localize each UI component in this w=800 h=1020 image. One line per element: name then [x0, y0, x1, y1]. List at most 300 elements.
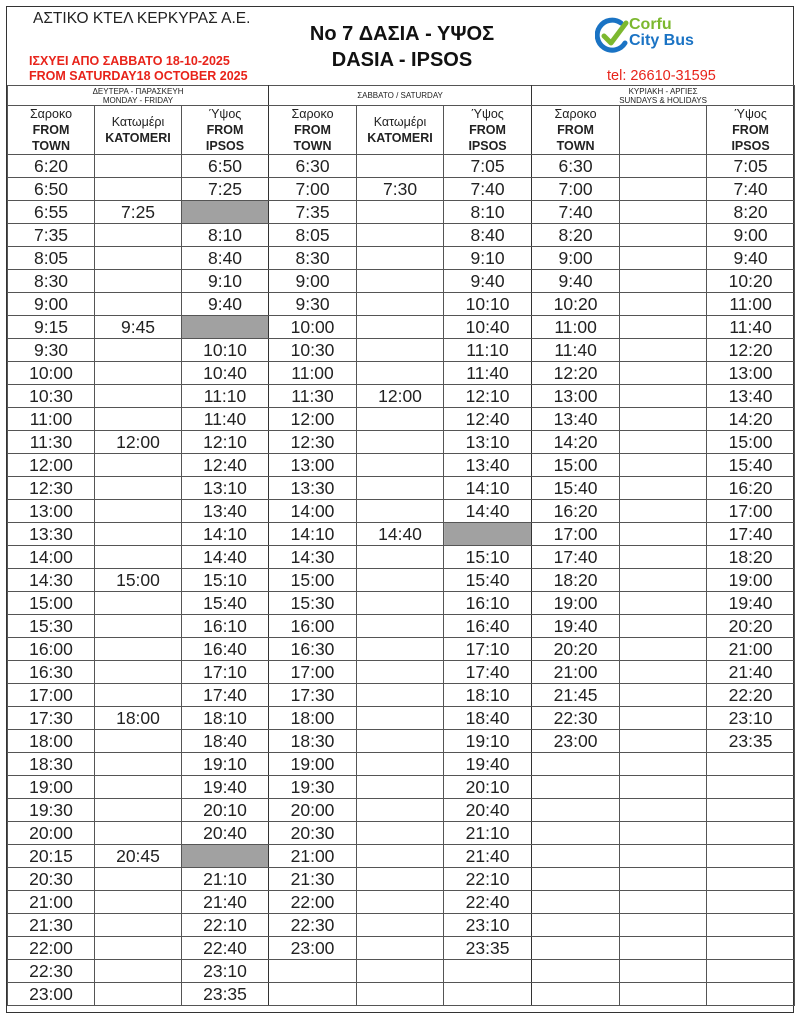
- table-row: [8, 638, 795, 661]
- departure-time-cell: [620, 822, 707, 845]
- route-title-greek: No 7 ΔΑΣΙΑ - ΥΨΟΣ: [309, 23, 495, 45]
- departure-time-cell: [620, 201, 707, 224]
- departure-time-cell: 13:30: [269, 477, 357, 500]
- departure-time-cell: [95, 247, 182, 270]
- departure-time-cell: 16:20: [532, 500, 620, 523]
- departure-time-cell: 22:00: [269, 891, 357, 914]
- group-saturday: [269, 86, 532, 106]
- departure-time-cell: 16:00: [8, 638, 95, 661]
- departure-time-cell: [532, 776, 620, 799]
- departure-time-cell: 12:30: [8, 477, 95, 500]
- departure-time-cell: 11:40: [532, 339, 620, 362]
- departure-time-cell: [620, 339, 707, 362]
- departure-time-cell: 9:00: [8, 293, 95, 316]
- departure-time-cell: 16:30: [269, 638, 357, 661]
- departure-time-cell: [620, 477, 707, 500]
- table-row: [8, 431, 795, 454]
- departure-time-cell: [620, 776, 707, 799]
- departure-time-cell: 20:20: [707, 615, 795, 638]
- group-sundays: [532, 86, 795, 106]
- table-row: [8, 178, 795, 201]
- departure-time-cell: [357, 983, 444, 1006]
- departure-time-cell: [95, 615, 182, 638]
- departure-time-cell: 23:35: [444, 937, 532, 960]
- departure-time-cell: 14:40: [357, 523, 444, 546]
- departure-time-cell: 21:40: [707, 661, 795, 684]
- departure-time-cell: 18:10: [444, 684, 532, 707]
- departure-time-cell: [532, 753, 620, 776]
- departure-time-cell: 16:00: [269, 615, 357, 638]
- departure-time-cell: 12:10: [182, 431, 269, 454]
- valid-from-greek: ΙΣΧΥΕΙ ΑΠΟ ΣΑΒΒΑΤΟ 18-10-2025: [29, 54, 230, 68]
- departure-time-cell: 21:10: [182, 868, 269, 891]
- departure-time-cell: 20:30: [269, 822, 357, 845]
- departure-time-cell: 17:40: [532, 546, 620, 569]
- departure-time-cell: 15:10: [444, 546, 532, 569]
- departure-time-cell: [357, 270, 444, 293]
- departure-time-cell: 6:30: [269, 155, 357, 178]
- departure-time-cell: 21:10: [444, 822, 532, 845]
- departure-time-cell: 8:10: [182, 224, 269, 247]
- departure-time-cell: 17:00: [707, 500, 795, 523]
- departure-time-cell: 6:30: [532, 155, 620, 178]
- departure-time-cell: 23:10: [182, 960, 269, 983]
- departure-time-cell: [95, 385, 182, 408]
- departure-time-cell: 19:00: [269, 753, 357, 776]
- departure-time-cell: 9:45: [95, 316, 182, 339]
- departure-time-cell: [357, 316, 444, 339]
- departure-time-cell: 20:45: [95, 845, 182, 868]
- departure-time-cell: [357, 845, 444, 868]
- departure-time-cell: 22:40: [182, 937, 269, 960]
- departure-time-cell: [620, 224, 707, 247]
- departure-time-cell: [95, 776, 182, 799]
- departure-time-cell: [95, 960, 182, 983]
- table-row: [8, 799, 795, 822]
- departure-time-cell: 10:20: [532, 293, 620, 316]
- departure-time-cell: 14:30: [269, 546, 357, 569]
- departure-time-cell: 18:10: [182, 707, 269, 730]
- column-header: [620, 106, 707, 155]
- column-header-en1: FROM: [732, 123, 769, 137]
- no-service-cell: [182, 316, 269, 339]
- departure-time-cell: [357, 684, 444, 707]
- route-title-english: DASIA - IPSOS: [331, 49, 473, 71]
- departure-time-cell: [707, 822, 795, 845]
- departure-time-cell: [532, 914, 620, 937]
- departure-time-cell: [95, 684, 182, 707]
- column-header-row: [8, 106, 795, 155]
- departure-time-cell: 21:00: [8, 891, 95, 914]
- departure-time-cell: [620, 155, 707, 178]
- departure-time-cell: 11:00: [269, 362, 357, 385]
- departure-time-cell: 18:20: [532, 569, 620, 592]
- departure-time-cell: 13:40: [182, 500, 269, 523]
- departure-time-cell: [95, 339, 182, 362]
- departure-time-cell: [620, 431, 707, 454]
- departure-time-cell: 13:10: [182, 477, 269, 500]
- departure-time-cell: 21:40: [444, 845, 532, 868]
- departure-time-cell: 11:40: [707, 316, 795, 339]
- departure-time-cell: 21:00: [707, 638, 795, 661]
- departure-time-cell: 23:10: [444, 914, 532, 937]
- departure-time-cell: [95, 799, 182, 822]
- departure-time-cell: 19:30: [8, 799, 95, 822]
- departure-time-cell: [620, 362, 707, 385]
- departure-time-cell: 23:00: [269, 937, 357, 960]
- departure-time-cell: 20:40: [182, 822, 269, 845]
- departure-time-cell: [357, 293, 444, 316]
- column-header-gr: Σαροκο: [554, 107, 597, 121]
- departure-time-cell: 19:40: [707, 592, 795, 615]
- departure-time-cell: [357, 500, 444, 523]
- departure-time-cell: 15:40: [444, 569, 532, 592]
- column-header: [357, 106, 444, 155]
- departure-time-cell: [707, 937, 795, 960]
- departure-time-cell: [357, 776, 444, 799]
- departure-time-cell: 9:10: [182, 270, 269, 293]
- departure-time-cell: [357, 224, 444, 247]
- departure-time-cell: [620, 638, 707, 661]
- departure-time-cell: [620, 408, 707, 431]
- departure-time-cell: 10:40: [444, 316, 532, 339]
- departure-time-cell: [95, 546, 182, 569]
- departure-time-cell: 17:30: [269, 684, 357, 707]
- column-header-en1: FROM: [294, 123, 331, 137]
- departure-time-cell: 16:40: [444, 615, 532, 638]
- departure-time-cell: [620, 960, 707, 983]
- departure-time-cell: [357, 362, 444, 385]
- departure-time-cell: 12:40: [182, 454, 269, 477]
- column-header-gr: Κατωμέρι: [373, 115, 427, 129]
- departure-time-cell: 8:20: [532, 224, 620, 247]
- departure-time-cell: 12:00: [8, 454, 95, 477]
- departure-time-cell: 23:00: [8, 983, 95, 1006]
- departure-time-cell: [620, 546, 707, 569]
- telephone-number: tel: 26610-31595: [607, 68, 716, 84]
- departure-time-cell: [357, 431, 444, 454]
- table-row: [8, 293, 795, 316]
- no-service-cell: [182, 201, 269, 224]
- departure-time-cell: [620, 316, 707, 339]
- departure-time-cell: 14:10: [182, 523, 269, 546]
- departure-time-cell: 8:40: [182, 247, 269, 270]
- departure-time-cell: 9:40: [707, 247, 795, 270]
- column-header-en2: TOWN: [32, 139, 70, 153]
- departure-time-cell: [707, 914, 795, 937]
- column-header: [707, 106, 795, 155]
- departure-time-cell: 12:00: [95, 431, 182, 454]
- table-row: [8, 730, 795, 753]
- departure-time-cell: 18:00: [8, 730, 95, 753]
- table-row: [8, 477, 795, 500]
- departure-time-cell: 12:10: [444, 385, 532, 408]
- timetable-sheet: [6, 6, 794, 1013]
- departure-time-cell: [620, 753, 707, 776]
- departure-time-cell: 6:55: [8, 201, 95, 224]
- departure-time-cell: 12:30: [269, 431, 357, 454]
- departure-time-cell: 23:35: [182, 983, 269, 1006]
- logo-text: [629, 17, 694, 49]
- table-row: [8, 960, 795, 983]
- column-header: [269, 106, 357, 155]
- departure-time-cell: 6:50: [8, 178, 95, 201]
- departure-time-cell: 17:10: [444, 638, 532, 661]
- timetable-body: [8, 155, 795, 1006]
- departure-time-cell: [707, 891, 795, 914]
- departure-time-cell: 15:00: [269, 569, 357, 592]
- departure-time-cell: 8:30: [8, 270, 95, 293]
- table-row: [8, 385, 795, 408]
- departure-time-cell: [95, 868, 182, 891]
- departure-time-cell: 14:40: [182, 546, 269, 569]
- departure-time-cell: [620, 914, 707, 937]
- table-row: [8, 408, 795, 431]
- departure-time-cell: [707, 845, 795, 868]
- column-header: [532, 106, 620, 155]
- departure-time-cell: [707, 983, 795, 1006]
- departure-time-cell: 9:30: [269, 293, 357, 316]
- departure-time-cell: 21:00: [532, 661, 620, 684]
- departure-time-cell: [95, 983, 182, 1006]
- departure-time-cell: [95, 592, 182, 615]
- departure-time-cell: 8:05: [269, 224, 357, 247]
- departure-time-cell: 19:00: [8, 776, 95, 799]
- departure-time-cell: 7:25: [182, 178, 269, 201]
- column-header-gr: Ύψος: [471, 107, 504, 121]
- departure-time-cell: 20:30: [8, 868, 95, 891]
- departure-time-cell: 23:10: [707, 707, 795, 730]
- departure-time-cell: 7:35: [269, 201, 357, 224]
- departure-time-cell: 20:00: [8, 822, 95, 845]
- departure-time-cell: 18:00: [95, 707, 182, 730]
- departure-time-cell: [620, 891, 707, 914]
- departure-time-cell: 7:05: [444, 155, 532, 178]
- column-header-gr: Σαροκο: [29, 107, 73, 121]
- column-header-en2: TOWN: [293, 139, 332, 153]
- departure-time-cell: 11:30: [269, 385, 357, 408]
- departure-time-cell: 14:20: [532, 431, 620, 454]
- table-row: [8, 868, 795, 891]
- departure-time-cell: 20:10: [182, 799, 269, 822]
- departure-time-cell: 18:20: [707, 546, 795, 569]
- table-row: [8, 914, 795, 937]
- table-row: [8, 684, 795, 707]
- column-header-en1: KATOMERI: [367, 131, 433, 145]
- table-row: [8, 776, 795, 799]
- departure-time-cell: 9:40: [532, 270, 620, 293]
- departure-time-cell: [357, 247, 444, 270]
- departure-time-cell: [707, 868, 795, 891]
- departure-time-cell: 12:00: [269, 408, 357, 431]
- departure-time-cell: 10:30: [8, 385, 95, 408]
- column-header-en1: FROM: [32, 123, 70, 137]
- table-row: [8, 753, 795, 776]
- departure-time-cell: 15:00: [707, 431, 795, 454]
- departure-time-cell: 22:40: [444, 891, 532, 914]
- departure-time-cell: 7:30: [357, 178, 444, 201]
- departure-time-cell: [357, 730, 444, 753]
- departure-time-cell: [620, 707, 707, 730]
- departure-time-cell: 19:30: [269, 776, 357, 799]
- departure-time-cell: 7:40: [707, 178, 795, 201]
- departure-time-cell: [620, 868, 707, 891]
- column-header-en2: TOWN: [556, 139, 595, 153]
- departure-time-cell: [357, 822, 444, 845]
- departure-time-cell: 15:00: [95, 569, 182, 592]
- table-row: [8, 224, 795, 247]
- departure-time-cell: 19:10: [444, 730, 532, 753]
- departure-time-cell: [444, 983, 532, 1006]
- departure-time-cell: [707, 753, 795, 776]
- column-header-gr: Ύψος: [734, 107, 767, 121]
- departure-time-cell: [620, 270, 707, 293]
- departure-time-cell: [532, 799, 620, 822]
- departure-time-cell: [95, 753, 182, 776]
- departure-time-cell: 15:00: [8, 592, 95, 615]
- table-row: [8, 661, 795, 684]
- departure-time-cell: 8:10: [444, 201, 532, 224]
- departure-time-cell: 19:40: [532, 615, 620, 638]
- departure-time-cell: [532, 845, 620, 868]
- logo-line-1: Corfu: [629, 16, 672, 33]
- departure-time-cell: 9:30: [8, 339, 95, 362]
- departure-time-cell: 10:30: [269, 339, 357, 362]
- departure-time-cell: [357, 753, 444, 776]
- departure-time-cell: [95, 477, 182, 500]
- departure-time-cell: [95, 661, 182, 684]
- departure-time-cell: [707, 776, 795, 799]
- departure-time-cell: 18:30: [8, 753, 95, 776]
- table-row: [8, 362, 795, 385]
- departure-time-cell: 12:40: [444, 408, 532, 431]
- departure-time-cell: [95, 730, 182, 753]
- table-row: [8, 247, 795, 270]
- departure-time-cell: [357, 592, 444, 615]
- departure-time-cell: 22:30: [269, 914, 357, 937]
- departure-time-cell: 9:00: [269, 270, 357, 293]
- departure-time-cell: 10:00: [8, 362, 95, 385]
- departure-time-cell: [620, 661, 707, 684]
- table-row: [8, 339, 795, 362]
- departure-time-cell: [357, 339, 444, 362]
- departure-time-cell: 7:25: [95, 201, 182, 224]
- departure-time-cell: [95, 178, 182, 201]
- logo-line-2: City Bus: [629, 32, 694, 49]
- table-row: [8, 937, 795, 960]
- table-row: [8, 523, 795, 546]
- departure-time-cell: [707, 960, 795, 983]
- departure-time-cell: 20:20: [532, 638, 620, 661]
- departure-time-cell: 10:20: [707, 270, 795, 293]
- departure-time-cell: [620, 615, 707, 638]
- departure-time-cell: 15:30: [8, 615, 95, 638]
- departure-time-cell: 7:05: [707, 155, 795, 178]
- departure-time-cell: 12:00: [357, 385, 444, 408]
- departure-time-cell: 9:40: [182, 293, 269, 316]
- table-row: [8, 845, 795, 868]
- departure-time-cell: 13:40: [532, 408, 620, 431]
- departure-time-cell: [620, 983, 707, 1006]
- departure-time-cell: [620, 569, 707, 592]
- departure-time-cell: 15:00: [532, 454, 620, 477]
- departure-time-cell: 17:00: [269, 661, 357, 684]
- departure-time-cell: 23:00: [532, 730, 620, 753]
- day-group-row: [8, 86, 795, 106]
- timetable-header: [7, 7, 793, 86]
- departure-time-cell: 20:00: [269, 799, 357, 822]
- departure-time-cell: 7:00: [532, 178, 620, 201]
- departure-time-cell: [532, 937, 620, 960]
- departure-time-cell: 14:00: [8, 546, 95, 569]
- departure-time-cell: 14:10: [269, 523, 357, 546]
- departure-time-cell: [532, 891, 620, 914]
- departure-time-cell: 15:10: [182, 569, 269, 592]
- departure-time-cell: 17:00: [532, 523, 620, 546]
- departure-time-cell: [95, 155, 182, 178]
- column-header-en1: FROM: [469, 123, 506, 137]
- departure-time-cell: 8:30: [269, 247, 357, 270]
- departure-time-cell: [357, 799, 444, 822]
- departure-time-cell: 11:10: [182, 385, 269, 408]
- group-saturday-label: ΣΑΒΒΑΤΟ / SATURDAY: [357, 91, 443, 100]
- departure-time-cell: 19:40: [444, 753, 532, 776]
- departure-time-cell: 10:40: [182, 362, 269, 385]
- departure-time-cell: 23:35: [707, 730, 795, 753]
- table-row: [8, 155, 795, 178]
- departure-time-cell: [357, 201, 444, 224]
- departure-time-cell: [620, 845, 707, 868]
- departure-time-cell: 17:40: [444, 661, 532, 684]
- departure-time-cell: [620, 293, 707, 316]
- column-header: [8, 106, 95, 155]
- column-header-gr: Κατωμέρι: [111, 115, 165, 129]
- departure-time-cell: [532, 822, 620, 845]
- table-row: [8, 270, 795, 293]
- departure-time-cell: [357, 454, 444, 477]
- departure-time-cell: 15:30: [269, 592, 357, 615]
- departure-time-cell: [357, 546, 444, 569]
- table-row: [8, 454, 795, 477]
- departure-time-cell: 14:30: [8, 569, 95, 592]
- departure-time-cell: [357, 891, 444, 914]
- departure-time-cell: [95, 523, 182, 546]
- departure-time-cell: 19:40: [182, 776, 269, 799]
- departure-time-cell: [620, 385, 707, 408]
- departure-time-cell: [357, 914, 444, 937]
- departure-time-cell: 12:20: [532, 362, 620, 385]
- departure-time-cell: [620, 937, 707, 960]
- table-row: [8, 316, 795, 339]
- departure-time-cell: 22:30: [532, 707, 620, 730]
- departure-time-cell: [357, 707, 444, 730]
- departure-time-cell: 9:10: [444, 247, 532, 270]
- departure-time-cell: [95, 500, 182, 523]
- departure-time-cell: [95, 638, 182, 661]
- departure-time-cell: 9:40: [444, 270, 532, 293]
- departure-time-cell: [620, 500, 707, 523]
- departure-time-cell: [532, 983, 620, 1006]
- departure-time-cell: [620, 592, 707, 615]
- departure-time-cell: [95, 822, 182, 845]
- departure-time-cell: [620, 523, 707, 546]
- departure-time-cell: [620, 247, 707, 270]
- departure-time-cell: [357, 937, 444, 960]
- table-row: [8, 891, 795, 914]
- departure-time-cell: 20:15: [8, 845, 95, 868]
- checkmark-circle-icon: [595, 17, 629, 57]
- departure-time-cell: 8:05: [8, 247, 95, 270]
